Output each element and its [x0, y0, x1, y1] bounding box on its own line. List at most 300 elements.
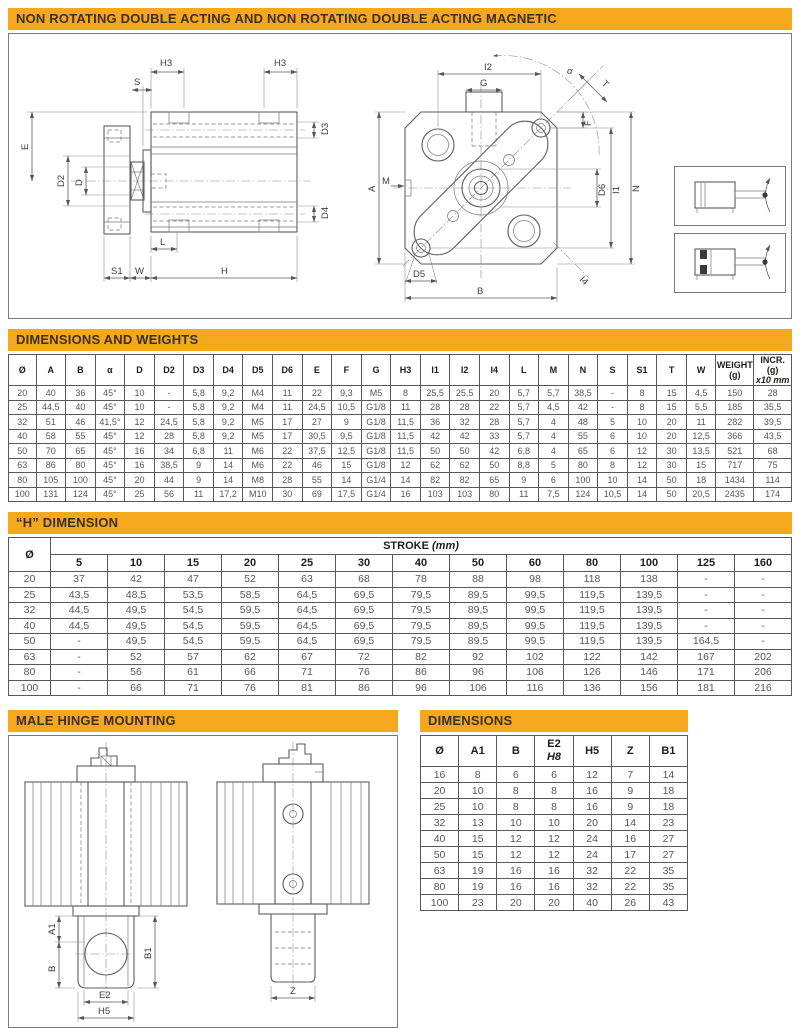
table-row	[421, 895, 688, 911]
table-row	[421, 767, 688, 783]
stroke-label: STROKE	[383, 540, 429, 552]
table-cell: 55	[568, 429, 598, 444]
table-cell: G1/8	[361, 444, 391, 459]
column-header: 10	[108, 555, 165, 572]
table-cell: 42	[450, 429, 480, 444]
table-cell: 63	[9, 649, 51, 665]
pictogram-box-standard	[674, 166, 786, 226]
table-cell: 79,5	[393, 603, 450, 619]
table-cell: 80	[9, 473, 37, 488]
table-cell: 58,5	[222, 587, 279, 603]
table-cell: 106	[450, 680, 507, 696]
table-cell: 98	[507, 572, 564, 588]
table-cell: 100	[66, 473, 96, 488]
table-cell: 174	[754, 487, 792, 502]
table-cell: 124	[66, 487, 96, 502]
column-header: INCR. (g) x10 mm	[754, 355, 792, 386]
table-cell: G1/4	[361, 487, 391, 502]
column-header: E	[302, 355, 332, 386]
table-cell: 9	[611, 783, 649, 799]
dim-label: T	[598, 78, 611, 91]
table-cell: 24	[573, 847, 611, 863]
hinge-side-dimensions	[271, 986, 315, 1002]
dim-label: W	[135, 266, 144, 277]
table-cell: 5	[539, 458, 569, 473]
column-header: WEIGHT (g)	[716, 355, 754, 386]
dw-header-row	[9, 355, 792, 386]
table-cell: 9,2	[213, 400, 243, 415]
hinge-drawing-panel	[8, 735, 398, 1028]
table-cell: 45°	[95, 487, 125, 502]
table-row	[9, 473, 792, 488]
table-cell: 25	[421, 799, 459, 815]
table-cell: 43,5	[754, 429, 792, 444]
table-cell: 22	[273, 458, 303, 473]
table-cell: 41,5°	[95, 415, 125, 430]
table-cell: 40	[9, 429, 37, 444]
table-cell: 9	[332, 415, 362, 430]
table-cell: -	[598, 400, 628, 415]
dim-label: E	[20, 143, 31, 150]
table-cell: 5,7	[509, 400, 539, 415]
table-cell: 11	[273, 400, 303, 415]
table-cell: 35	[649, 863, 687, 879]
table-cell: -	[154, 386, 184, 401]
table-cell: 16	[391, 487, 421, 502]
table-cell: 4	[539, 429, 569, 444]
table-cell: 116	[507, 680, 564, 696]
table-cell: G1/8	[361, 429, 391, 444]
table-row	[9, 487, 792, 502]
table-row	[9, 649, 792, 665]
table-cell: 32	[450, 415, 480, 430]
table-cell: 12	[535, 847, 573, 863]
table-cell: 216	[735, 680, 792, 696]
table-cell: 118	[564, 572, 621, 588]
table-cell: 32	[573, 863, 611, 879]
table-cell: M10	[243, 487, 273, 502]
table-cell: 32	[573, 879, 611, 895]
table-cell: 68	[754, 444, 792, 459]
table-cell: 49,5	[108, 603, 165, 619]
table-cell: 80	[479, 487, 509, 502]
table-cell: 40	[421, 831, 459, 847]
column-header: Ø	[9, 355, 37, 386]
dim-label: D3	[320, 122, 331, 135]
table-cell: 6,8	[184, 444, 214, 459]
column-header: T	[657, 355, 687, 386]
table-cell: 59,5	[222, 603, 279, 619]
table-cell: 53,5	[165, 587, 222, 603]
table-row	[421, 831, 688, 847]
table-cell: 6	[539, 473, 569, 488]
table-cell: 17,5	[332, 487, 362, 502]
table-cell: 15	[686, 458, 716, 473]
table-cell: 139,5	[621, 618, 678, 634]
section-title-male-hinge: MALE HINGE MOUNTING	[8, 710, 398, 732]
front-view-dimensions	[367, 55, 642, 302]
table-cell: 86	[336, 680, 393, 696]
table-cell: 119,5	[564, 618, 621, 634]
table-cell: 206	[735, 665, 792, 681]
table-cell: 45°	[95, 444, 125, 459]
table-cell: 57	[165, 649, 222, 665]
table-cell: M5	[243, 415, 273, 430]
table-cell: 142	[621, 649, 678, 665]
section-title-dimensions: DIMENSIONS	[420, 710, 688, 732]
table-cell: 70	[36, 444, 66, 459]
table-cell: 5,7	[539, 386, 569, 401]
dim-label: D5	[413, 269, 426, 280]
table-cell: 100	[9, 487, 37, 502]
table-cell: 14	[649, 767, 687, 783]
table-cell: 167	[678, 649, 735, 665]
table-cell: 54,5	[165, 618, 222, 634]
table-cell: -	[735, 587, 792, 603]
table-row	[421, 783, 688, 799]
table-cell: 717	[716, 458, 754, 473]
table-row	[9, 429, 792, 444]
table-cell: 28	[754, 386, 792, 401]
table-cell: 63	[421, 863, 459, 879]
table-cell: 23	[649, 815, 687, 831]
table-cell: -	[51, 649, 108, 665]
table-cell: 28	[154, 429, 184, 444]
table-cell: 10	[125, 400, 155, 415]
table-cell: 79,5	[393, 587, 450, 603]
table-cell: 12,5	[332, 444, 362, 459]
table-cell: M8	[243, 473, 273, 488]
table-cell: 164,5	[678, 634, 735, 650]
table-cell: 366	[716, 429, 754, 444]
table-cell: 8	[627, 400, 657, 415]
table-cell: 16	[497, 879, 535, 895]
table-cell: 63	[9, 458, 37, 473]
table-cell: 32	[9, 415, 37, 430]
table-cell: 14	[213, 458, 243, 473]
table-cell: G1/4	[361, 473, 391, 488]
table-cell: 11	[213, 444, 243, 459]
table-cell: 99,5	[507, 634, 564, 650]
table-cell: 35,5	[754, 400, 792, 415]
table-cell: 11	[273, 386, 303, 401]
table-cell: 45°	[95, 473, 125, 488]
table-cell: 54,5	[165, 634, 222, 650]
column-header: 20	[222, 555, 279, 572]
table-cell: -	[154, 400, 184, 415]
table-cell: 6	[598, 444, 628, 459]
table-cell: 20	[535, 895, 573, 911]
table-cell: 119,5	[564, 634, 621, 650]
table-cell: 64,5	[279, 587, 336, 603]
dimensions-weights-table	[8, 354, 792, 502]
table-cell: 22	[302, 386, 332, 401]
table-cell: 52	[222, 572, 279, 588]
table-cell: 9,5	[332, 429, 362, 444]
table-row	[9, 603, 792, 619]
table-cell: 6	[535, 767, 573, 783]
hinge-front-dimensions	[47, 916, 159, 1022]
table-cell: 8	[535, 799, 573, 815]
table-cell: 131	[36, 487, 66, 502]
table-cell: 82	[450, 473, 480, 488]
column-header: 100	[621, 555, 678, 572]
table-cell: 89,5	[450, 603, 507, 619]
hinge-dimensions-table	[420, 735, 688, 911]
dim-label: D	[74, 179, 85, 186]
table-cell: 89,5	[450, 587, 507, 603]
table-cell: 23	[459, 895, 497, 911]
table-cell: 40	[36, 386, 66, 401]
table-cell: 139,5	[621, 634, 678, 650]
table-cell: 86	[393, 665, 450, 681]
table-cell: 65	[66, 444, 96, 459]
table-cell: 17	[273, 429, 303, 444]
table-cell: 8	[627, 386, 657, 401]
dim-label: D2	[56, 174, 67, 187]
table-cell: 88	[450, 572, 507, 588]
table-cell: 6,8	[509, 444, 539, 459]
table-cell: 50	[450, 444, 480, 459]
table-cell: 62	[222, 649, 279, 665]
table-cell: 30,5	[302, 429, 332, 444]
diameter-header: Ø	[9, 538, 51, 572]
column-header: M	[539, 355, 569, 386]
table-cell: 9	[184, 473, 214, 488]
cylinder-pictogram	[675, 167, 784, 224]
table-cell: 22	[273, 444, 303, 459]
table-cell: 28	[479, 415, 509, 430]
table-cell: 20	[125, 473, 155, 488]
table-cell: 1434	[716, 473, 754, 488]
column-header: I2	[450, 355, 480, 386]
table-cell: 39,5	[754, 415, 792, 430]
magnetic-cylinder-pictogram	[675, 234, 784, 291]
table-cell: 36	[66, 386, 96, 401]
table-cell: 9	[184, 458, 214, 473]
dim-label: E2	[99, 990, 111, 1001]
table-cell: 15	[332, 458, 362, 473]
table-cell: 12	[627, 444, 657, 459]
table-row	[421, 863, 688, 879]
stroke-values-row	[9, 555, 792, 572]
table-cell: 27	[649, 831, 687, 847]
table-cell: -	[598, 386, 628, 401]
table-cell: 202	[735, 649, 792, 665]
table-cell: 28	[273, 473, 303, 488]
table-row	[9, 444, 792, 459]
dim-label: S1	[111, 266, 123, 277]
table-cell: 16	[611, 831, 649, 847]
table-cell: 45°	[95, 458, 125, 473]
column-header: 60	[507, 555, 564, 572]
table-cell: 14	[627, 473, 657, 488]
table-cell: 25,5	[420, 386, 450, 401]
column-header: 125	[678, 555, 735, 572]
column-header: S	[598, 355, 628, 386]
dim-label: I1	[611, 186, 622, 194]
table-cell: M4	[243, 400, 273, 415]
table-cell: 4	[539, 444, 569, 459]
table-cell: 18	[649, 799, 687, 815]
table-row	[9, 587, 792, 603]
table-cell: 38,5	[154, 458, 184, 473]
table-cell: -	[51, 634, 108, 650]
table-cell: 20	[421, 783, 459, 799]
table-cell: 20	[497, 895, 535, 911]
table-cell: 80	[421, 879, 459, 895]
table-cell: 9,2	[213, 386, 243, 401]
table-row	[9, 572, 792, 588]
table-cell: 51	[36, 415, 66, 430]
table-cell: 22	[611, 863, 649, 879]
table-cell: 71	[165, 680, 222, 696]
table-cell: 79,5	[393, 618, 450, 634]
dim-label: B	[47, 965, 58, 972]
stroke-header	[51, 538, 792, 555]
table-cell: 44,5	[36, 400, 66, 415]
column-header: B	[497, 736, 535, 767]
table-cell: 25,5	[450, 386, 480, 401]
table-cell: 40	[66, 400, 96, 415]
table-cell: 49,5	[108, 634, 165, 650]
table-cell: 45°	[95, 400, 125, 415]
hinge-front-geometry	[25, 742, 187, 996]
table-cell: 15	[459, 831, 497, 847]
table-cell: 10	[627, 415, 657, 430]
table-cell: 65	[568, 444, 598, 459]
column-header: 25	[279, 555, 336, 572]
table-cell: 12	[497, 847, 535, 863]
dim-label: I4	[576, 274, 591, 288]
table-cell: 89,5	[450, 618, 507, 634]
dim-label: D4	[320, 206, 331, 219]
table-cell: 54,5	[165, 603, 222, 619]
table-cell: 5,7	[509, 386, 539, 401]
table-cell: 8	[497, 783, 535, 799]
table-cell: 64,5	[279, 634, 336, 650]
hd-header-row	[421, 736, 688, 767]
table-row	[9, 634, 792, 650]
table-cell: 80	[66, 458, 96, 473]
table-cell: 20	[9, 572, 51, 588]
table-cell: 14	[627, 487, 657, 502]
table-cell: 71	[279, 665, 336, 681]
table-cell: 14	[391, 473, 421, 488]
table-cell: 9,2	[213, 415, 243, 430]
table-cell: 139,5	[621, 587, 678, 603]
table-cell: M5	[361, 386, 391, 401]
table-row	[421, 799, 688, 815]
dim-label: M	[382, 176, 390, 187]
table-cell: 4,5	[686, 386, 716, 401]
table-cell: 12	[535, 831, 573, 847]
dim-label: B	[477, 286, 484, 297]
column-header: α	[95, 355, 125, 386]
table-cell: 12	[125, 415, 155, 430]
table-cell: 18	[649, 783, 687, 799]
table-cell: M5	[243, 429, 273, 444]
table-cell: 37,5	[302, 444, 332, 459]
table-cell: 59,5	[222, 618, 279, 634]
table-cell: 8	[391, 386, 421, 401]
table-cell: 15	[657, 400, 687, 415]
column-header: H5	[573, 736, 611, 767]
column-header: H3	[391, 355, 421, 386]
table-cell: 69,5	[336, 618, 393, 634]
table-cell: 42	[108, 572, 165, 588]
table-cell: 16	[573, 799, 611, 815]
table-cell: 76	[336, 665, 393, 681]
h-dimension-table	[8, 537, 792, 696]
table-cell: 35	[649, 879, 687, 895]
table-cell: 72	[336, 649, 393, 665]
table-cell: 14	[611, 815, 649, 831]
table-cell: 16	[421, 767, 459, 783]
table-cell: 28	[420, 400, 450, 415]
table-cell: 82	[393, 649, 450, 665]
table-cell: 5	[598, 415, 628, 430]
column-header: N	[568, 355, 598, 386]
table-cell: 521	[716, 444, 754, 459]
table-cell: 20	[657, 415, 687, 430]
column-header: 80	[564, 555, 621, 572]
table-cell: 103	[420, 487, 450, 502]
table-cell: -	[51, 680, 108, 696]
table-cell: 22	[479, 400, 509, 415]
table-cell: 50	[9, 444, 37, 459]
table-cell: 24,5	[154, 415, 184, 430]
column-header: F	[332, 355, 362, 386]
table-cell: 10	[598, 473, 628, 488]
table-cell: 45°	[95, 386, 125, 401]
stroke-unit: (mm)	[432, 540, 459, 552]
table-cell: 126	[564, 665, 621, 681]
table-cell: 20	[573, 815, 611, 831]
table-cell: 25	[9, 587, 51, 603]
table-cell: 7	[611, 767, 649, 783]
table-cell: 40	[573, 895, 611, 911]
table-cell: 44	[154, 473, 184, 488]
section-title-h-dimension: “H” DIMENSION	[8, 512, 792, 534]
table-cell: 156	[621, 680, 678, 696]
table-cell: 11	[184, 487, 214, 502]
table-cell: 114	[754, 473, 792, 488]
table-cell: 80	[9, 665, 51, 681]
column-header: Z	[611, 736, 649, 767]
page-title: NON ROTATING DOUBLE ACTING AND NON ROTATING DOUBLE ACTING MAGNETIC	[8, 8, 792, 30]
table-cell: 100	[421, 895, 459, 911]
table-cell: 46	[66, 415, 96, 430]
table-cell: 171	[678, 665, 735, 681]
table-cell: 16	[497, 863, 535, 879]
table-cell: 185	[716, 400, 754, 415]
table-cell: 10	[125, 386, 155, 401]
column-header: D3	[184, 355, 214, 386]
table-cell: -	[678, 587, 735, 603]
table-cell: 50	[421, 847, 459, 863]
table-cell: 33	[479, 429, 509, 444]
side-view-geometry	[71, 112, 311, 234]
table-cell: G1/8	[361, 415, 391, 430]
table-cell: 282	[716, 415, 754, 430]
column-header: D6	[273, 355, 303, 386]
table-cell: 5,7	[509, 429, 539, 444]
column-header: A1	[459, 736, 497, 767]
dim-label: H5	[98, 1006, 111, 1017]
table-cell: 28	[450, 400, 480, 415]
table-cell: 10	[459, 783, 497, 799]
